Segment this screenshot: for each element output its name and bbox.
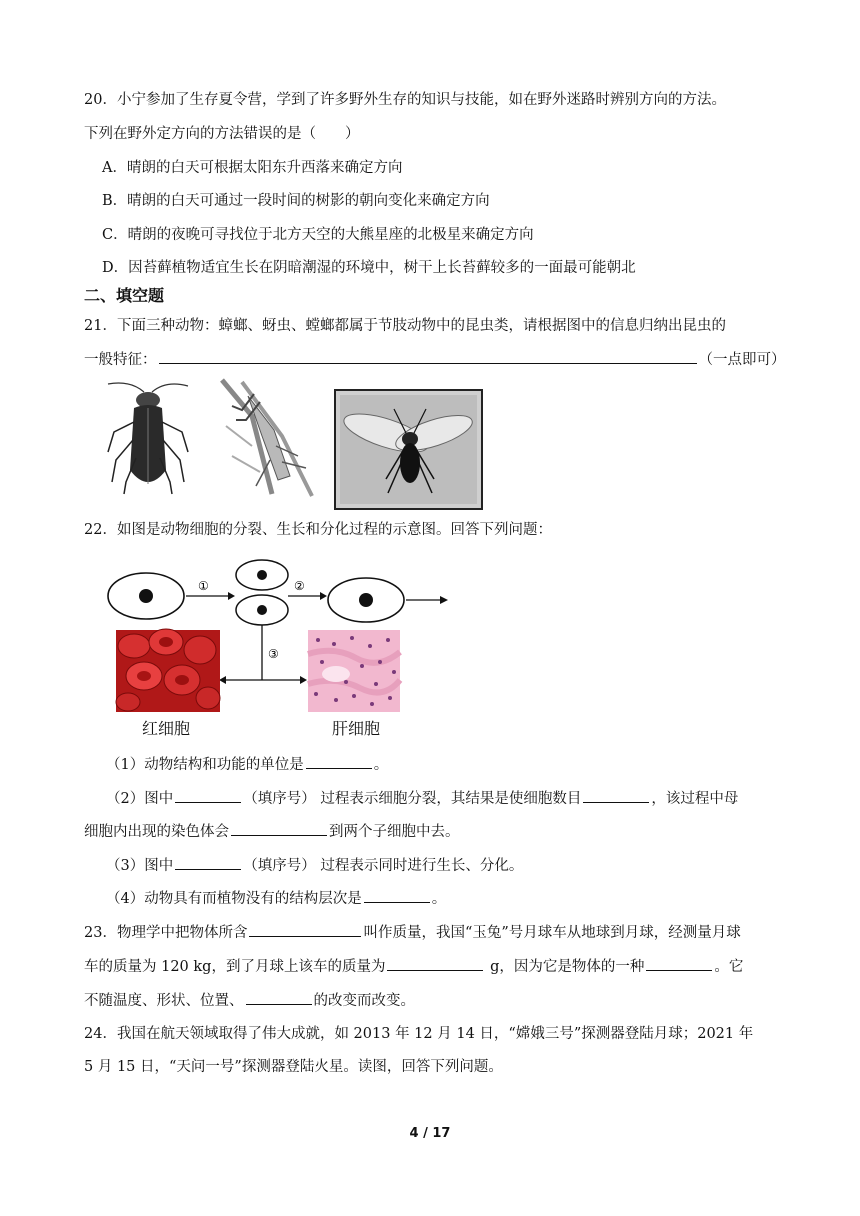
liver-cell-image [308,630,400,712]
red-blood-cell-label: 红细胞 [142,719,191,738]
q21-answer-blank[interactable] [159,349,697,364]
cell-process-diagram [104,558,454,740]
cockroach-image [100,378,195,496]
q22-sub2-line2-text-a: 细胞内出现的染色体会 [84,824,229,840]
q21-suffix: （一点即可） [698,352,786,368]
q23-line3 [84,990,415,1011]
mother-cell [108,573,184,619]
q22-sub2-text-b: （填序号） 过程表示细胞分裂，其结果是使细胞数目 [243,791,582,807]
q22-sub2-line2-text-b: 到两个子细胞中去。 [329,824,460,840]
q22-sub1-text: （1）动物结构和功能的单位是 [106,757,304,773]
q22-sub2-blank-3[interactable] [231,821,327,836]
daughter-cell-top [236,560,288,590]
q23-line1 [84,922,741,943]
q21-prefix: 一般特征： [84,352,157,368]
q20-option-a: A．晴朗的白天可根据太阳东升西落来确定方向 [102,160,403,176]
q20-stem-line1: 20．小宁参加了生存夏令营，学到了许多野外生存的知识与技能，如在野外迷路时辨别方向的方法。 [84,92,726,108]
q21-stem-line2 [84,349,786,370]
q20-option-d: D．因苔藓植物适宜生长在阴暗潮湿的环境中，树干上长苔藓较多的一面最可能朝北 [102,260,636,276]
q23-line2 [84,956,743,977]
q24-line2: 5 月 15 日，“天问一号”探测器登陆火星。读图，回答下列问题。 [84,1059,503,1075]
q22-sub3 [106,855,523,876]
q23-blank-2[interactable] [387,956,483,971]
q22-sub3-text-a: （3）图中 [106,858,174,874]
q22-sub2-blank-1[interactable] [175,788,241,803]
q22-sub2-text-a: （2）图中 [106,791,174,807]
q22-sub4-text-b: 。 [431,891,447,907]
q23-blank-1[interactable] [249,922,361,937]
q23-text-d: g，因为它是物体的一种 [485,959,645,975]
q22-sub3-text-b: （填序号） 过程表示同时进行生长、分化。 [243,858,524,874]
q23-text-a: 23．物理学中把物体所含 [84,925,248,941]
page-number: 4 / 17 [409,1126,451,1141]
daughter-cell-bottom [236,595,288,625]
q23-text-e: 。它 [714,959,744,975]
mantis-image [212,376,324,498]
q22-sub1-blank[interactable] [306,754,372,769]
q22-sub1-end: 。 [373,757,389,773]
q23-blank-3[interactable] [646,956,712,971]
q22-sub2-blank-2[interactable] [583,788,649,803]
liver-cell-label: 肝细胞 [332,719,381,738]
q22-sub1 [106,754,388,775]
q20-stem-line2: 下列在野外定方向的方法错误的是（ ） [84,126,360,142]
q23-blank-4[interactable] [246,990,312,1005]
q20-option-b: B．晴朗的白天可通过一段时间的树影的朝向变化来确定方向 [102,193,490,209]
q20-option-c: C．晴朗的夜晚可寻找位于北方天空的大熊星座的北极星来确定方向 [102,227,534,243]
grown-cell [328,578,404,622]
step-2-label: ② [294,579,305,593]
q23-text-f: 不随温度、形状、位置、 [84,993,244,1009]
q22-sub2-line2 [84,821,460,842]
q24-line1: 24．我国在航天领域取得了伟大成就，如 2013 年 12 月 14 日，“嫦娥三号”探测器登陆月球；2021 年 [84,1026,754,1042]
q21-stem-line1: 21．下面三种动物：蟑螂、蚜虫、螳螂都属于节肢动物中的昆虫类，请根据图中的信息归纳出昆虫的 [84,318,726,334]
q23-text-c: 车的质量为 120 kg，到了月球上该车的质量为 [84,959,386,975]
q22-sub2-line1 [106,788,738,809]
step-1-label: ① [198,579,209,593]
q22-stem: 22．如图是动物细胞的分裂、生长和分化过程的示意图。回答下列问题： [84,522,552,538]
q22-sub4 [106,888,446,909]
q22-sub2-text-c: ，该过程中母 [651,791,739,807]
section-title-fill-blank: 二、填空题 [84,286,165,305]
q22-sub4-text-a: （4）动物具有而植物没有的结构层次是 [106,891,362,907]
q23-text-b: 叫作质量，我国“玉兔”号月球车从地球到月球，经测量月球 [363,925,741,941]
q23-text-g: 的改变而改变。 [313,993,415,1009]
q22-sub4-blank[interactable] [364,888,430,903]
step-3-label: ③ [268,647,279,661]
red-blood-cell-image [116,629,220,712]
aphid-image [334,389,483,510]
q22-sub3-blank[interactable] [175,855,241,870]
